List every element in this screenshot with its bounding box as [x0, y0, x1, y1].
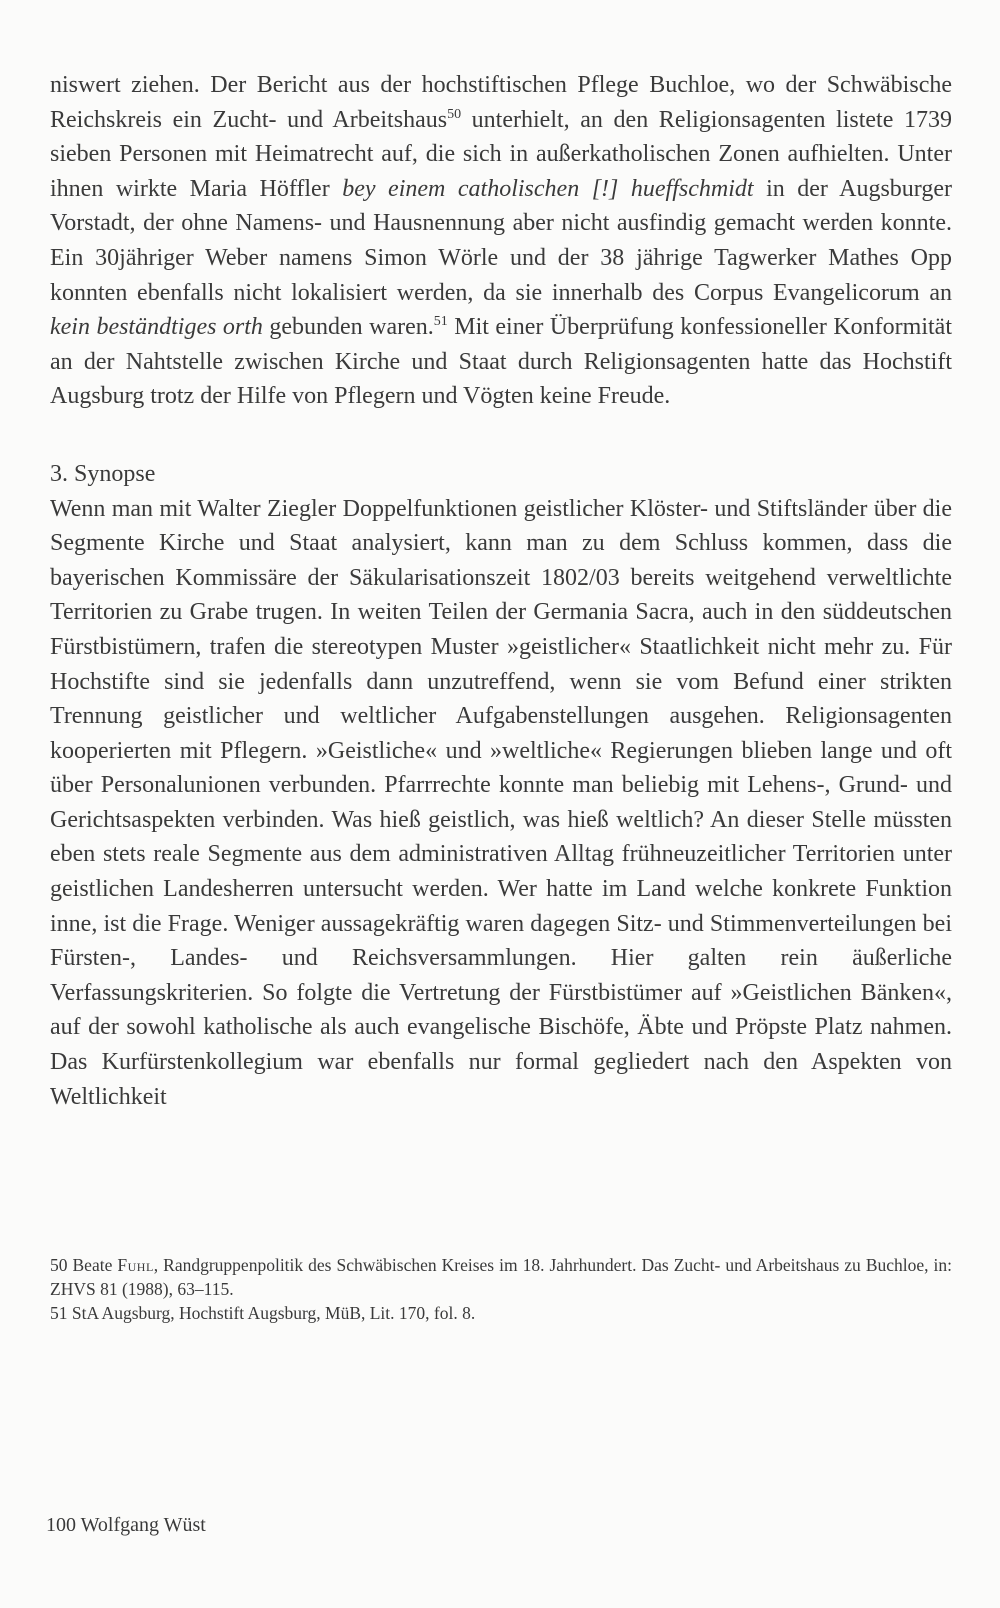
text-run: in der Augsburger Vorstadt, der ohne Namens- und Hausnennung aber nicht ausfindig gemacht werden konnte. Ein 30jähriger Weber namens Simon Wörle und der 38 jährige Tagwerker Mathes Opp konnten ebenfalls nicht lokalisiert werden, da sie innerhalb des Corpus Evangelicorum an: [50, 175, 952, 306]
footnote-51: [50, 1301, 952, 1325]
text-run: unterhielt, an den Religionsagenten listete 1739 sieben Personen mit Heimatrecht auf, die sich in außerkatholischen Zonen aufhielten. Unter ihnen wirkte Maria Höffler: [50, 106, 952, 202]
text-run: niswert ziehen. Der Bericht aus der hochstiftischen Pflege Buchloe, wo der Schwäbische Reichskreis ein Zucht- und Arbeitshaus: [50, 72, 952, 133]
footnote-text: StA Augsburg, Hochstift Augsburg, MüB, Lit. 170, fol. 8.: [67, 1303, 476, 1323]
footnote-author: Fuhl: [117, 1255, 154, 1275]
paragraph-2: Wenn man mit Walter Ziegler Doppelfunktionen geistlicher Klöster- und Stiftsländer über die Segmente Kirche und Staat analysiert, kann man zu dem Schluss kommen, dass die bayerischen Kommissäre der Säkularisationszeit 1802/03 bereits weitgehend verweltlichte Territorien zu Grabe trugen. In weiten Teilen der Germania Sacra, auch in den süddeutschen Fürstbistümern, trafen die stereotypen Muster »geistlicher« Staatlichkeit nicht mehr zu. Für Hochstifte sind sie jedenfalls dann unzutreffend, wenn sie vom Befund einer strikten Trennung geistlicher und weltlicher Aufgabenstellungen ausgehen. Religionsagenten kooperierten mit Pflegern. »Geistliche« und »weltliche« Regierungen blieben lange und oft über Personalunionen verbunden. Pfarrrechte konnte man beliebig mit Lehens-, Grund- und Gerichtsaspekten verbinden. Was hieß geistlich, was hieß weltlich? An dieser Stelle müssten eben stets reale Segmente aus dem administrativen Alltag frühneuzeitlicher Territorien unter geistlichen Landesherren untersucht werden. Wer hatte im Land welche konkrete Funktion inne, ist die Frage. Weniger aussagekräftig waren dagegen Sitz- und Stimmenverteilungen bei Fürsten-, Landes- und Reichsversammlungen. Hier galten rein äußerliche Verfassungskriterien. So folgte die Vertretung der Fürstbistümer auf »Geistlichen Bänken«, auf der sowohl katholische als auch evangelische Bischöfe, Äbte und Pröpste Platz nahmen. Das Kurfürstenkollegium war ebenfalls nur formal gegliedert nach den Aspekten von Weltlichkeit: [50, 495, 952, 1110]
footnote-text: Beate: [67, 1255, 118, 1275]
footnote-ref-51: 51: [433, 314, 448, 330]
running-author: Wolfgang Wüst: [80, 1514, 206, 1536]
section-heading: 3. Synopse: [50, 460, 156, 487]
main-text: [50, 68, 952, 1114]
paragraph-1: [50, 68, 952, 414]
quoted-source-text: bey einem catholischen [!] hueffschmidt: [342, 175, 754, 202]
footnote-text: , Randgruppenpolitik des Schwäbischen Kreises im 18. Jahrhundert. Das Zucht- und Arbeitshaus zu Buchloe, in: ZHVS 81 (1988), 63–115.: [50, 1255, 953, 1299]
footnotes: [50, 1253, 952, 1325]
footnote-number: 50: [50, 1255, 68, 1275]
quoted-source-text: kein beständtiges orth: [50, 314, 263, 341]
text-run: Mit einer Überprüfung konfessioneller Konformität an der Nahtstelle zwischen Kirche und Staat durch Religionsagenten hatte das Hochstift Augsburg trotz der Hilfe von Pflegern und Vögten keine Freude.: [50, 314, 952, 410]
page-footer: [46, 1512, 206, 1538]
page-number: 100: [46, 1514, 76, 1536]
footnote-50: [50, 1253, 952, 1301]
footnote-ref-50: 50: [447, 106, 462, 122]
text-run: gebunden waren.: [262, 314, 434, 341]
footnote-number: 51: [50, 1303, 68, 1323]
